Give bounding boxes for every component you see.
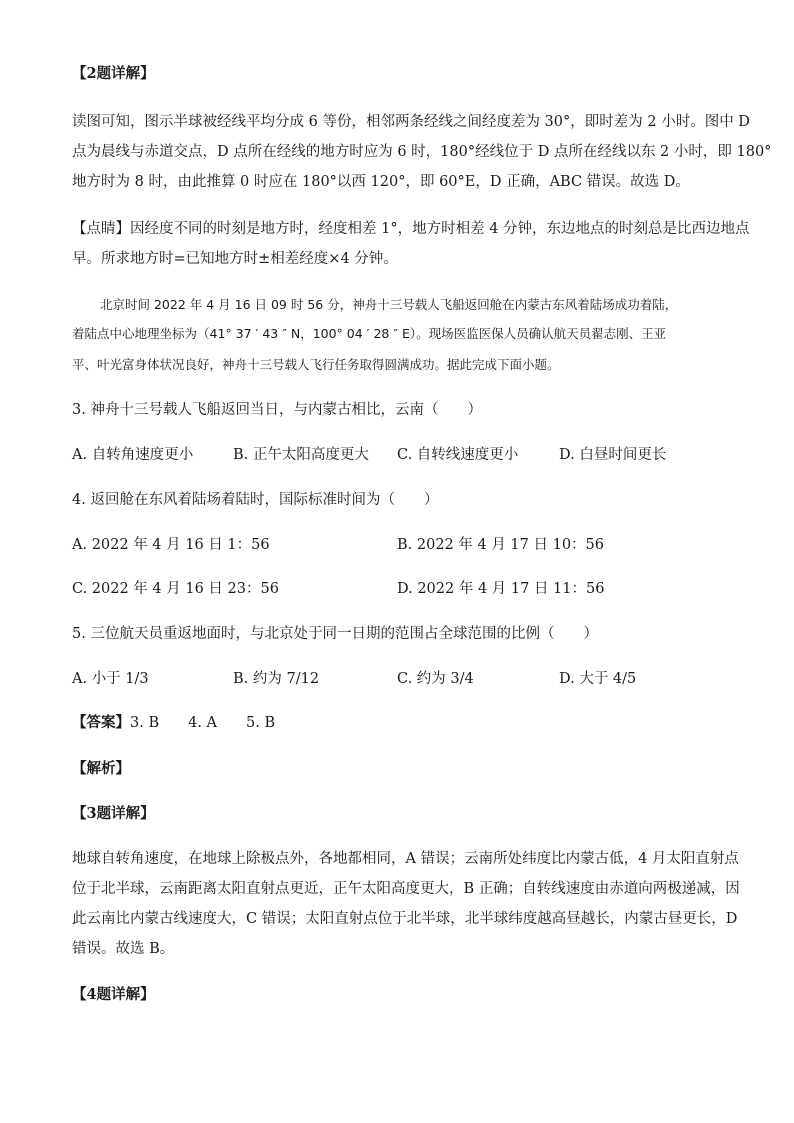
explanation-q2-line-1: 读图可知，图示半球被经线平均分成 6 等份，相邻两条经线之间经度差为 30°，即时差为 2 小时。图中 D	[72, 114, 750, 130]
q3-option-b: B. 正午太阳高度更大	[233, 447, 369, 463]
analysis-heading: 【解析】	[72, 760, 130, 777]
q4-option-d: D. 2022 年 4 月 17 日 11：56	[397, 581, 605, 597]
answer-line	[72, 713, 275, 733]
q3-option-c: C. 自转线速度更小	[397, 447, 519, 463]
q4-option-c: C. 2022 年 4 月 16 日 23：56	[72, 581, 279, 597]
q5-option-a: A. 小于 1/3	[72, 671, 149, 687]
q4-option-a: A. 2022 年 4 月 16 日 1：56	[72, 537, 270, 553]
explanation-q2-line-2: 点为晨线与赤道交点，D 点所在经线的地方时应为 6 时，180°经线位于 D 点所在经线以东 2 小时，即 180°	[72, 144, 772, 160]
section-heading-q2: 【2题详解】	[72, 65, 155, 82]
tip-line-1: 【点睛】因经度不同的时刻是地方时，经度相差 1°，地方时相差 4 分钟，东边地点的时刻总是比西边地点	[72, 221, 750, 237]
q5-option-c: C. 约为 3/4	[397, 671, 474, 687]
explanation-q3-line-1: 地球自转角速度，在地球上除极点外，各地都相同，A 错误；云南所处纬度比内蒙古低，4 月太阳直射点	[72, 851, 739, 867]
q3-option-a: A. 自转角速度更小	[72, 447, 194, 463]
question-5: 5. 三位航天员重返地面时，与北京处于同一日期的范围占全球范围的比例（ ）	[72, 626, 598, 642]
q5-option-b: B. 约为 7/12	[233, 671, 320, 687]
passage-line-1: 北京时间 2022 年 4 月 16 日 09 时 56 分，神舟十三号载人飞船返回舱在内蒙古东风着陆场成功着陆，	[100, 297, 678, 312]
q3-option-d: D. 白昼时间更长	[559, 447, 667, 463]
section-heading-q4: 【4题详解】	[72, 986, 155, 1003]
q5-option-d: D. 大于 4/5	[559, 671, 637, 687]
explanation-q3-line-2: 位于北半球，云南距离太阳直射点更近，正午太阳高度更大，B 正确；自转线速度由赤道向两极递减，因	[72, 881, 740, 897]
passage-line-3: 平、叶光富身体状况良好，神舟十三号载人飞行任务取得圆满成功。据此完成下面小题。	[72, 357, 560, 372]
question-3: 3. 神舟十三号载人飞船返回当日，与内蒙古相比，云南（ ）	[72, 402, 482, 418]
passage-line-2: 着陆点中心地理坐标为（41° 37 ′ 43 ″ N，100° 04 ′ 28 ″ E）。现场医监医保人员确认航天员翟志刚、王亚	[72, 326, 667, 341]
tip-line-2: 早。所求地方时=已知地方时±相差经度×4 分钟。	[72, 251, 398, 267]
q4-option-b: B. 2022 年 4 月 17 日 10：56	[397, 537, 605, 553]
explanation-q2-line-3: 地方时为 8 时，由此推算 0 时应在 180°以西 120°，即 60°E，D 正确，ABC 错误。故选 D。	[72, 174, 690, 190]
answer-label: 【答案】	[72, 714, 130, 731]
explanation-q3-line-4: 错误。故选 B。	[72, 941, 175, 957]
question-4: 4. 返回舱在东风着陆场着陆时，国际标准时间为（ ）	[72, 492, 439, 508]
answer-values: 3. B 4. A 5. B	[130, 715, 276, 731]
section-heading-q3: 【3题详解】	[72, 805, 155, 822]
explanation-q3-line-3: 此云南比内蒙古线速度大，C 错误；太阳直射点位于北半球，北半球纬度越高昼越长，内蒙古昼更长，D	[72, 911, 738, 927]
